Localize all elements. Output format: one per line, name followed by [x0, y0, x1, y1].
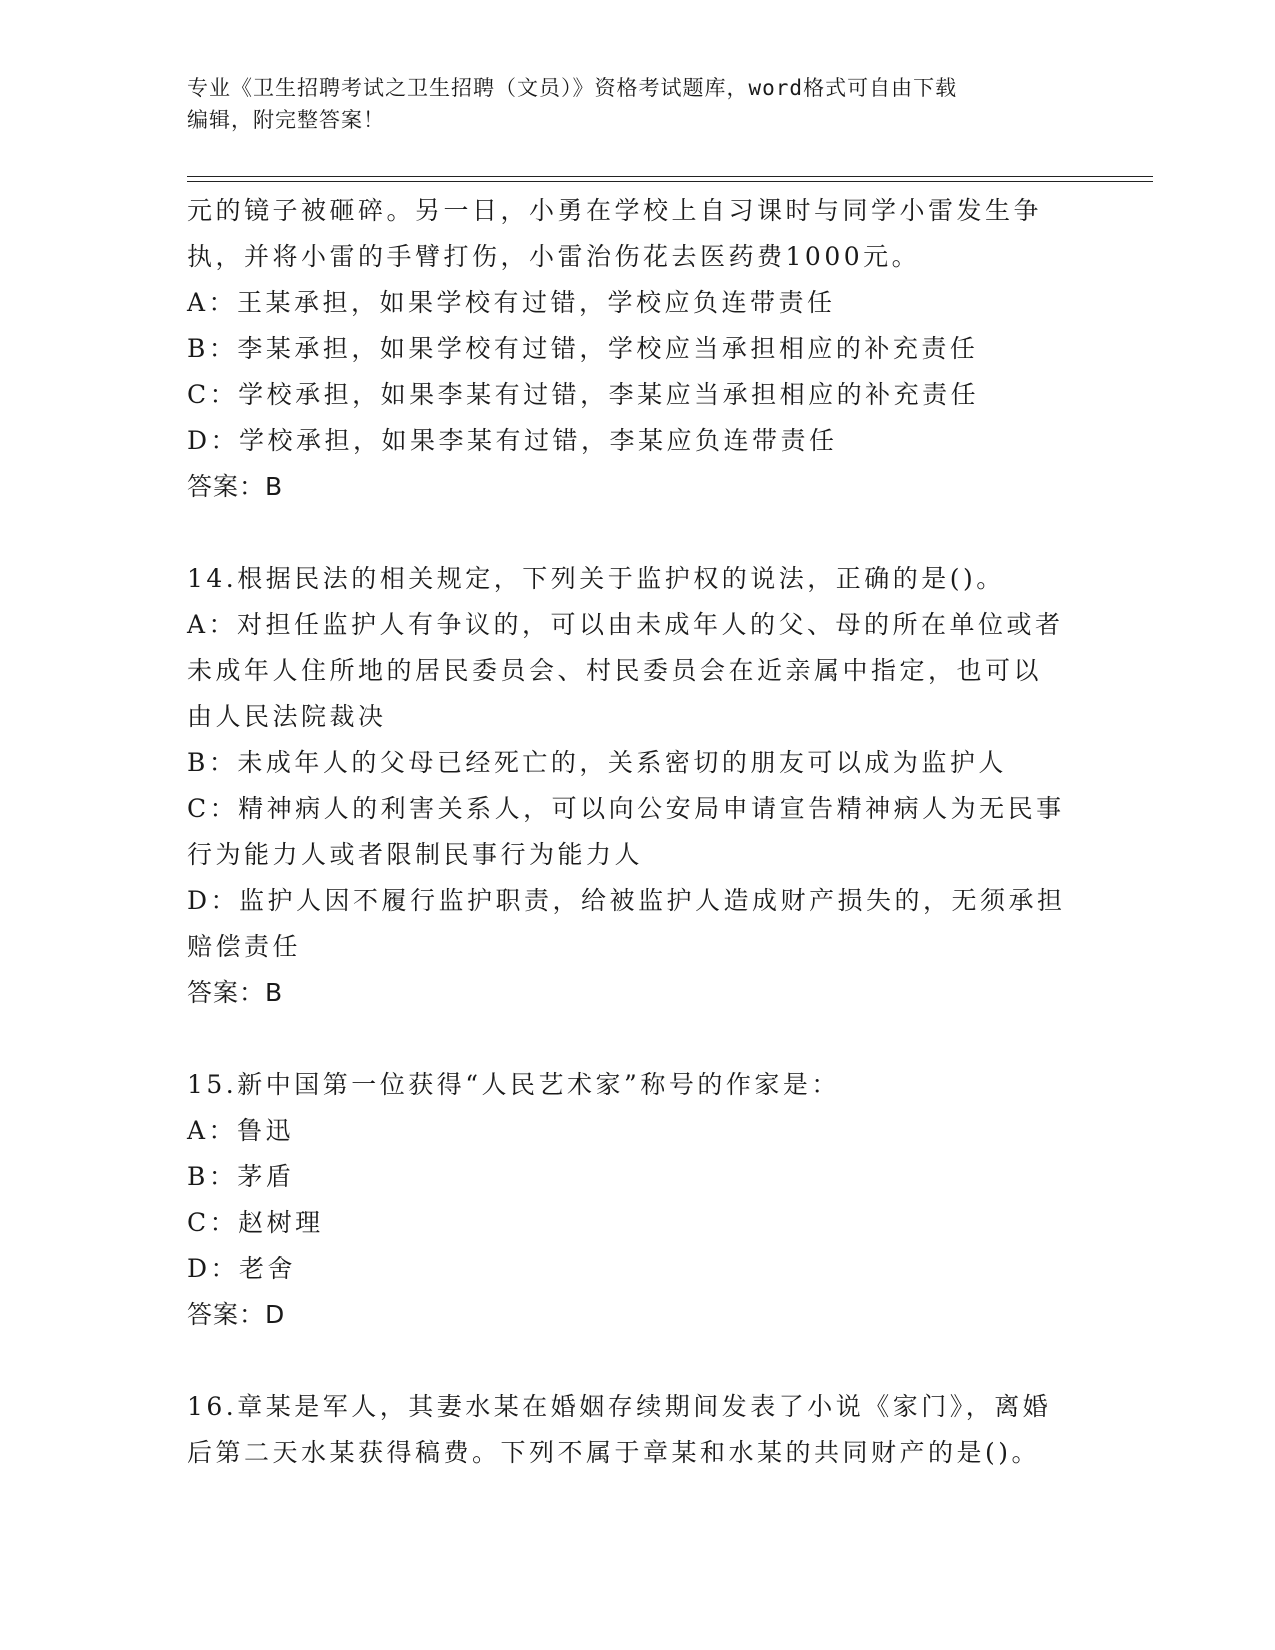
question-stem: 14.根据民法的相关规定，下列关于监护权的说法，正确的是()。 [187, 564, 1005, 593]
option-a-continued: 未成年人住所地的居民委员会、村民委员会在近亲属中指定，也可以 [187, 656, 1043, 685]
option-a: A：鲁迅 [187, 1116, 295, 1145]
option-b: B：未成年人的父母已经死亡的，关系密切的朋友可以成为监护人 [187, 748, 1007, 777]
question-list [187, 188, 1087, 1476]
spacer [187, 1016, 1087, 1062]
option-c: C：赵树理 [187, 1208, 324, 1237]
question-14 [187, 556, 1087, 1016]
question-15 [187, 1062, 1087, 1338]
option-b: B：茅盾 [187, 1162, 295, 1191]
question-stem-line: 执，并将小雷的手臂打伤，小雷治伤花去医药费1000元。 [187, 242, 921, 271]
header-divider [187, 176, 1153, 182]
question-13 [187, 188, 1087, 510]
option-a: A：对担任监护人有争议的，可以由未成年人的父、母的所在单位或者 [187, 610, 1064, 639]
answer-line: 答案：B [187, 978, 284, 1007]
answer-line: 答案：B [187, 472, 284, 501]
option-b: B：李某承担，如果学校有过错，学校应当承担相应的补充责任 [187, 334, 979, 363]
question-stem-line: 元的镜子被砸碎。另一日，小勇在学校上自习课时与同学小雷发生争 [187, 196, 1043, 225]
option-d: D：老舍 [187, 1254, 297, 1283]
spacer [187, 1338, 1087, 1384]
spacer [187, 510, 1087, 556]
option-d: D：学校承担，如果李某有过错，李某应负连带责任 [187, 426, 838, 455]
question-stem-line: 后第二天水某获得稿费。下列不属于章某和水某的共同财产的是()。 [187, 1438, 1041, 1467]
question-stem-line: 16.章某是军人，其妻水某在婚姻存续期间发表了小说《家门》，离婚 [187, 1392, 1052, 1421]
option-d: D：监护人因不履行监护职责，给被监护人造成财产损失的，无须承担 [187, 886, 1066, 915]
option-c-continued: 行为能力人或者限制民事行为能力人 [187, 840, 644, 869]
header-line-1: 专业《卫生招聘考试之卫生招聘（文员）》资格考试题库，word格式可自由下载 [187, 76, 958, 100]
option-a-continued: 由人民法院裁决 [187, 702, 387, 731]
question-stem: 15.新中国第一位获得“人民艺术家”称号的作家是： [187, 1070, 840, 1099]
question-16 [187, 1384, 1087, 1476]
answer-line: 答案：D [187, 1300, 286, 1329]
document-header [187, 72, 1067, 136]
option-c: C：精神病人的利害关系人，可以向公安局申请宣告精神病人为无民事 [187, 794, 1065, 823]
option-a: A：王某承担，如果学校有过错，学校应负连带责任 [187, 288, 836, 317]
option-d-continued: 赔偿责任 [187, 932, 302, 961]
header-line-2: 编辑，附完整答案！ [187, 108, 385, 132]
option-c: C：学校承担，如果李某有过错，李某应当承担相应的补充责任 [187, 380, 980, 409]
